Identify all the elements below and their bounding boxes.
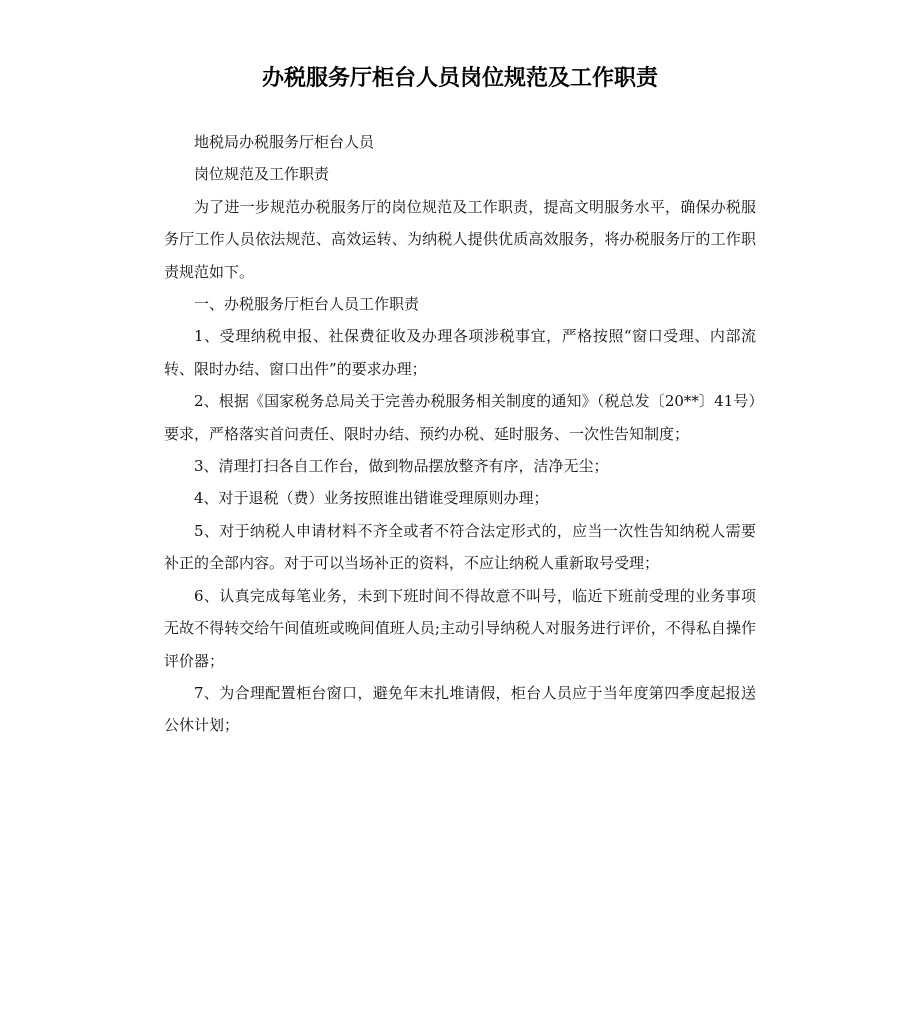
section-heading: 一、办税服务厅柜台人员工作职责: [194, 295, 420, 314]
duty-item-7: 7、为合理配置柜台窗口，避免年末扎堆请假，柜台人员应于当年度第四季度起报送公休计划；: [164, 683, 756, 735]
duty-item-3: 3、清理打扫各自工作台，做到物品摆放整齐有序，洁净无尘；: [194, 457, 609, 476]
duty-item-1: 1、受理纳税申报、社保费征收及办理各项涉税事宜，严格按照“窗口受理、内部流转、限时办结、窗口出件”的要求办理；: [164, 327, 756, 378]
paragraph-subtitle-2: 岗位规范及工作职责: [194, 165, 330, 184]
duty-item-6: 6、认真完成每笔业务，未到下班时间不得故意不叫号，临近下班前受理的业务事项无故不得转交给午间值班或晚间值班人员;主动引导纳税人对服务进行评价，不得私自操作评价器；: [164, 586, 756, 670]
paragraph-intro: 为了进一步规范办税服务厅的岗位规范及工作职责，提高文明服务水平，确保办税服务厅工作人员依法规范、高效运转、为纳税人提供优质高效服务，将办税服务厅的工作职责规范如下。: [164, 197, 756, 281]
duty-item-2: 2、根据《国家税务总局关于完善办税服务相关制度的通知》（税总发〔20**〕41号）要求，严格落实首问责任、限时办结、预约办税、延时服务、一次性告知制度；: [164, 392, 756, 443]
document-title: 办税服务厅柜台人员岗位规范及工作职责: [261, 66, 658, 91]
duty-item-4: 4、对于退税（费）业务按照谁出错谁受理原则办理；: [194, 489, 549, 508]
document-body: [164, 126, 756, 742]
duty-item-5: 5、对于纳税人申请材料不齐全或者不符合法定形式的，应当一次性告知纳税人需要补正的全部内容。对于可以当场补正的资料，不应让纳税人重新取号受理；: [164, 521, 756, 573]
paragraph-subtitle-1: 地税局办税服务厅柜台人员: [194, 133, 375, 151]
